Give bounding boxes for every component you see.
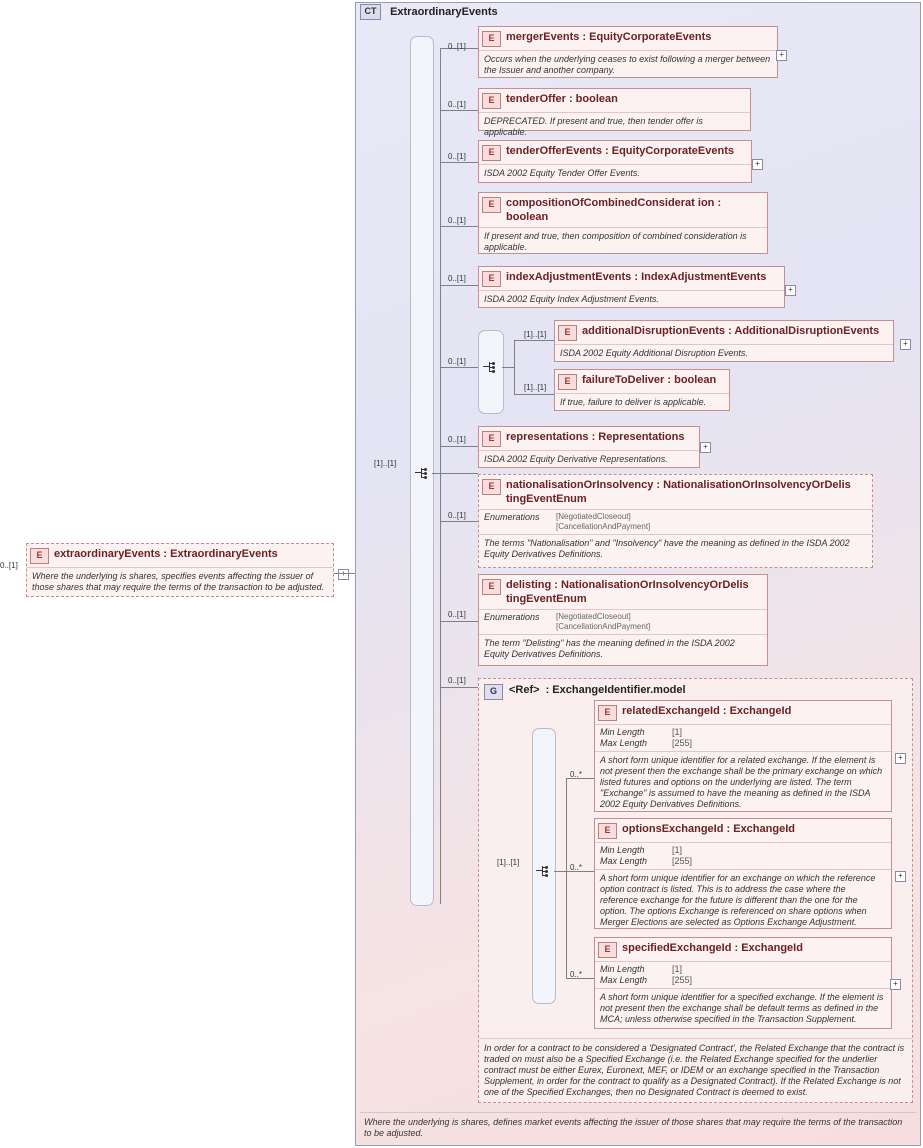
connector-line xyxy=(440,446,478,447)
element-header xyxy=(595,938,891,962)
element-name: relatedExchangeId : ExchangeId xyxy=(622,705,792,717)
expand-icon[interactable] xyxy=(900,339,911,350)
element-box-compositionofcombinedconsideration[interactable] xyxy=(478,192,768,254)
enumerations-block xyxy=(479,510,872,535)
element-header xyxy=(479,89,750,113)
element-box-indexadjustmentevents[interactable] xyxy=(478,266,785,308)
group-ref-label: <Ref> xyxy=(509,684,540,696)
element-header xyxy=(479,27,777,51)
child-cardinality: 0..[1] xyxy=(448,100,466,109)
facet-label: Max Length xyxy=(600,975,648,985)
element-documentation: A short form unique identifier for an exchange on which the reference option contract is listed. This is to address the case where the reference exchange for the future is different than the one for the option. The options Exchange is referenced on share options when Merger Elections are selected as Options Exchange Adjustment. xyxy=(600,873,876,927)
facet-value: [255] xyxy=(672,975,693,985)
child-cardinality: 0..[1] xyxy=(448,216,466,225)
element-badge-icon: E xyxy=(598,705,617,721)
element-name: mergerEvents : EquityCorporateEvents xyxy=(506,31,712,43)
element-box-optionsexchangeid[interactable] xyxy=(594,818,892,929)
connector-trunk xyxy=(514,340,515,394)
connector-trunk xyxy=(440,48,441,904)
connector-line xyxy=(334,573,355,574)
element-name: failureToDeliver : boolean xyxy=(582,374,717,386)
complex-type-title xyxy=(360,4,660,22)
element-name: indexAdjustmentEvents : IndexAdjustmentEvents xyxy=(506,271,767,283)
element-badge-icon: E xyxy=(598,942,617,958)
element-header xyxy=(595,819,891,843)
group-item-cardinality: 0..* xyxy=(570,863,583,872)
element-box-tenderoffer[interactable] xyxy=(478,88,751,137)
element-header xyxy=(479,475,872,510)
enumerations-values: [NegotiatedCloseout] [CancellationAndPayment] xyxy=(556,512,651,531)
expand-icon[interactable] xyxy=(895,871,906,882)
connector-line xyxy=(440,226,478,227)
expand-icon[interactable] xyxy=(752,159,763,170)
enumerations-block xyxy=(479,610,767,635)
connector-line xyxy=(502,367,514,368)
sequence-icon xyxy=(536,864,550,878)
element-box-nationalisationorinsolvency[interactable] xyxy=(478,474,873,568)
facet-value: [255] xyxy=(672,738,693,748)
element-documentation: If true, failure to deliver is applicable. xyxy=(560,397,707,407)
element-badge-icon: E xyxy=(482,31,501,47)
element-badge-icon: E xyxy=(558,325,577,341)
facet-label: Max Length xyxy=(600,738,648,748)
group-ref-cardinality: 0..[1] xyxy=(448,676,466,685)
expand-icon[interactable] xyxy=(776,50,787,61)
element-header xyxy=(555,370,729,394)
element-box-tenderofferevents[interactable] xyxy=(478,140,752,183)
element-header xyxy=(595,701,891,725)
facet-label: Min Length xyxy=(600,727,645,737)
element-box-additionaldisruptionevents[interactable] xyxy=(554,320,894,362)
element-header xyxy=(555,321,893,345)
expand-icon[interactable] xyxy=(895,753,906,764)
element-badge-icon: E xyxy=(598,823,617,839)
expand-icon[interactable] xyxy=(785,285,796,296)
complex-type-name: ExtraordinaryEvents xyxy=(390,6,498,18)
root-element-header xyxy=(27,544,333,568)
facet-label: Min Length xyxy=(600,964,645,974)
complex-type-documentation: Where the underlying is shares, defines market events affecting the issuer of those shares that may require the terms of the transaction to be adjusted. xyxy=(360,1112,916,1142)
connector-line xyxy=(514,394,554,395)
facet-value: [1] xyxy=(672,727,683,737)
group-ref-documentation: In order for a contract to be considered a 'Designated Contract', the Related Exchange that the contract is traded on must also be a Specified Exchange (i.e. the Related Exchange specified for the underlier contract must be either Eurex, Euronext, MEF, or IDEM or an exchange specified in the Transaction Supplement, in order for the contract to qualify as a Designated Contract). If the Related Exchange is not one of the Specified Exchanges, then no Designated Contract is deemed to exist. xyxy=(479,1038,912,1102)
element-badge-icon: E xyxy=(482,431,501,447)
element-name: tenderOfferEvents : EquityCorporateEvents xyxy=(506,145,734,157)
facet-label: Min Length xyxy=(600,845,645,855)
connector-line xyxy=(440,621,478,622)
connector-line xyxy=(554,871,566,872)
element-name: specifiedExchangeId : ExchangeId xyxy=(622,942,803,954)
complex-type-badge: CT xyxy=(360,4,381,20)
enumerations-label: Enumerations xyxy=(484,512,540,522)
group-item-cardinality: 0..* xyxy=(570,970,583,979)
element-box-mergerevents[interactable] xyxy=(478,26,778,78)
facet-value: [1] xyxy=(672,845,683,855)
element-header xyxy=(479,575,767,610)
group-badge-icon: G xyxy=(484,684,503,700)
child-cardinality: 0..[1] xyxy=(448,42,466,51)
element-documentation: ISDA 2002 Equity Tender Offer Events. xyxy=(484,168,640,178)
element-name: delisting : NationalisationOrInsolvencyOrDelis tingEventEnum xyxy=(506,579,749,605)
element-box-specifiedexchangeid[interactable] xyxy=(594,937,892,1029)
element-badge-icon: E xyxy=(482,93,501,109)
element-documentation: DEPRECATED. If present and true, then tender offer is applicable. xyxy=(484,116,703,137)
element-badge-icon: E xyxy=(482,197,501,213)
element-box-representations[interactable] xyxy=(478,426,700,468)
connector-line xyxy=(440,367,478,368)
connector-line xyxy=(432,473,478,474)
element-documentation: The term "Delisting" has the meaning defined in the ISDA 2002 Equity Derivatives Definitions. xyxy=(484,638,735,659)
element-header xyxy=(479,267,784,291)
nested-item-cardinality: [1]..[1] xyxy=(524,383,547,392)
element-name: compositionOfCombinedConsiderat ion : boolean xyxy=(506,197,722,223)
element-box-failuretodeliver[interactable] xyxy=(554,369,730,411)
element-badge-icon: E xyxy=(30,548,49,564)
main-sequence-cardinality: [1]..[1] xyxy=(374,459,397,468)
connector-line xyxy=(440,110,478,111)
element-documentation: A short form unique identifier for a related exchange. If the element is not present then the exchange shall be the primary exchange on which listed futures and options on the underlying are listed. The term "Exchange" is assumed to have the meaning as defined in the ISDA 2002 Equity Derivatives Definitions. xyxy=(600,755,883,809)
element-box-delisting[interactable] xyxy=(478,574,768,666)
facets-block xyxy=(595,962,891,989)
element-header xyxy=(479,141,751,165)
root-element-box[interactable] xyxy=(26,543,334,597)
element-name: tenderOffer : boolean xyxy=(506,93,618,105)
element-name: representations : Representations xyxy=(506,431,685,443)
sequence-icon xyxy=(415,466,429,480)
facet-value: [1] xyxy=(672,964,683,974)
child-cardinality: 0..[1] xyxy=(448,152,466,161)
root-element-name: extraordinaryEvents : ExtraordinaryEvents xyxy=(54,548,278,560)
child-cardinality: 0..[1] xyxy=(448,610,466,619)
element-documentation: ISDA 2002 Equity Index Adjustment Events. xyxy=(484,294,659,304)
nested-item-cardinality: [1]..[1] xyxy=(524,330,547,339)
element-name: nationalisationOrInsolvency : NationalisationOrInsolvencyOrDelis tingEventEnum xyxy=(506,479,851,505)
enumerations-label: Enumerations xyxy=(484,612,540,622)
element-documentation: If present and true, then composition of combined consideration is applicable. xyxy=(484,231,747,252)
connector-line xyxy=(514,340,554,341)
connector-line xyxy=(440,162,478,163)
root-element-documentation: Where the underlying is shares, specifies events affecting the issuer of those shares that may require the terms of the transaction to be adjusted. xyxy=(32,571,325,592)
element-documentation: ISDA 2002 Equity Derivative Representations. xyxy=(484,454,668,464)
element-documentation: Occurs when the underlying ceases to exist following a merger between the Issuer and another company. xyxy=(484,54,771,75)
group-sequence-cardinality: [1]..[1] xyxy=(497,858,520,867)
element-documentation: ISDA 2002 Equity Additional Disruption Events. xyxy=(560,348,748,358)
child-cardinality: 0..[1] xyxy=(448,511,466,520)
facets-block xyxy=(595,843,891,870)
group-ref-name: : ExchangeIdentifier.model xyxy=(545,684,686,696)
element-badge-icon: E xyxy=(482,271,501,287)
expand-icon[interactable] xyxy=(700,442,711,453)
group-item-cardinality: 0..* xyxy=(570,770,583,779)
element-header xyxy=(479,427,699,451)
child-cardinality: 0..[1] xyxy=(448,435,466,444)
element-badge-icon: E xyxy=(558,374,577,390)
connector-line xyxy=(440,285,478,286)
element-badge-icon: E xyxy=(482,479,501,495)
nested-choice-cardinality: 0..[1] xyxy=(448,357,466,366)
element-badge-icon: E xyxy=(482,145,501,161)
root-cardinality: 0..[1] xyxy=(0,561,18,570)
element-documentation: A short form unique identifier for a specified exchange. If the element is not present then the exchange shall be default terms as defined in the MCA; unless otherwise specified in the Transaction Supplement. xyxy=(600,992,884,1024)
sequence-icon xyxy=(483,360,497,374)
connector-trunk xyxy=(566,778,567,978)
element-box-relatedexchangeid[interactable] xyxy=(594,700,892,812)
element-badge-icon: E xyxy=(482,579,501,595)
element-name: optionsExchangeId : ExchangeId xyxy=(622,823,795,835)
element-documentation: The terms "Nationalisation" and "Insolvency" have the meaning as defined in the ISDA 2002 Equity Derivatives Definitions. xyxy=(484,538,850,559)
facets-block xyxy=(595,725,891,752)
child-cardinality: 0..[1] xyxy=(448,274,466,283)
enumerations-values: [NegotiatedCloseout] [CancellationAndPayment] xyxy=(556,612,651,631)
connector-line xyxy=(440,521,478,522)
element-name: additionalDisruptionEvents : AdditionalDisruptionEvents xyxy=(582,325,880,337)
facet-value: [255] xyxy=(672,856,693,866)
facet-label: Max Length xyxy=(600,856,648,866)
connector-line xyxy=(440,687,478,688)
element-header xyxy=(479,193,767,228)
expand-icon[interactable] xyxy=(338,569,349,580)
expand-icon[interactable] xyxy=(890,979,901,990)
